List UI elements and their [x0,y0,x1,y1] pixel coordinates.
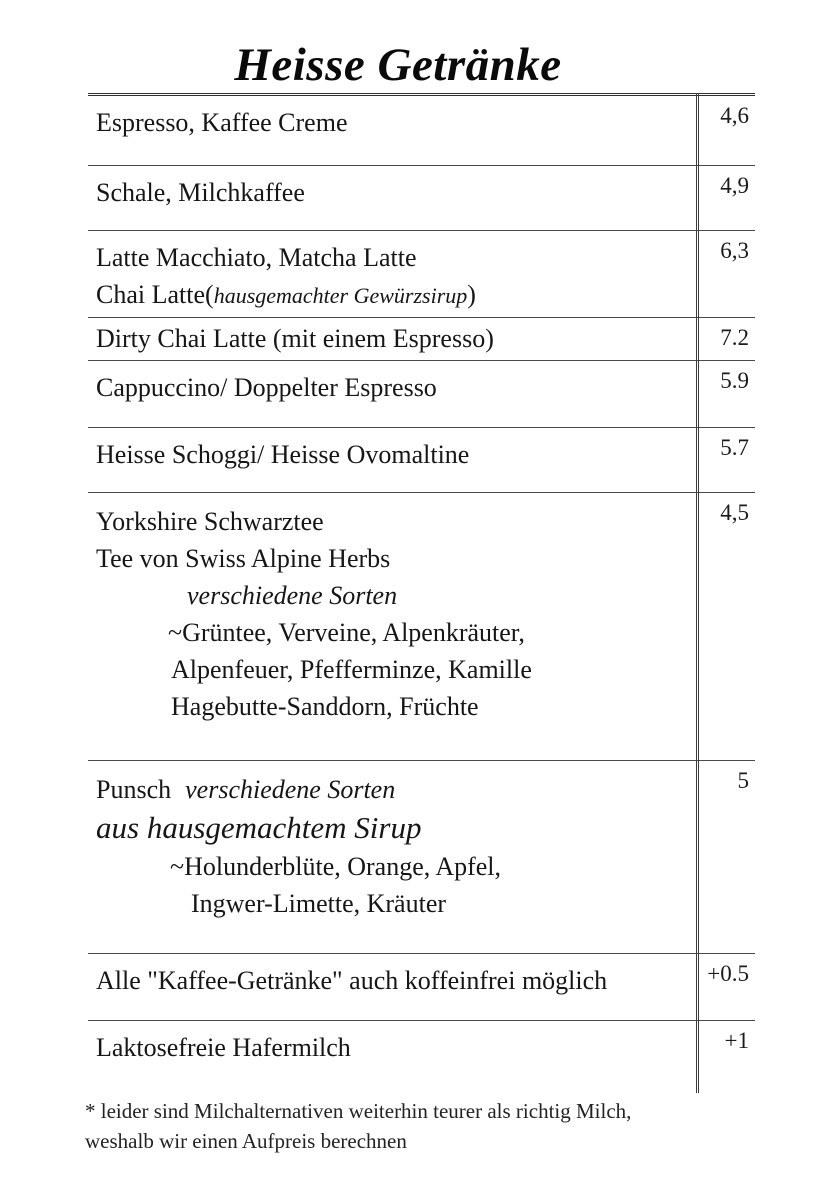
menu-item-text [88,318,697,357]
item-label: Cappuccino/ Doppelter Espresso [96,373,437,402]
price: 7.2 [720,325,749,350]
menu-table [88,93,755,1093]
item-label: Latte Macchiato, Matcha Latte [96,243,417,272]
item-subtitle: aus hausgemachtem Sirup [96,810,422,845]
price: 5.9 [720,368,749,393]
menu-item-text [88,761,697,922]
item-label: Espresso, Kaffee Creme [96,108,348,137]
menu-item-text [88,231,697,314]
menu-row-cappuccino [88,360,755,427]
item-label: Chai Latte( [96,280,214,309]
item-label: ) [467,280,476,309]
item-label: Tee von Swiss Alpine Herbs [96,544,391,573]
menu-row-espresso [88,96,755,165]
item-variant-list: Alpenfeuer, Pfefferminze, Kamille [171,655,532,684]
item-variant-list: Ingwer-Limette, Kräuter [191,889,447,918]
menu-item-text [88,1021,697,1066]
price: 4,5 [720,500,749,525]
price: 4,6 [720,103,749,128]
menu-row-schale [88,165,755,230]
menu-row-hafermilch [88,1020,755,1093]
menu-item-text [88,954,697,999]
price: 6,3 [720,238,749,263]
item-label: Dirty Chai Latte (mit einem Espresso) [96,324,494,353]
item-variant-list: ~Grüntee, Verveine, Alpenkräuter, [168,618,525,647]
item-label: Heisse Schoggi/ Heisse Ovomaltine [96,440,470,469]
item-label: Punsch [96,775,172,804]
item-variant-list: ~Holunderblüte, Orange, Apfel, [170,852,502,881]
item-variant-label: verschiedene Sorten [187,581,398,610]
price: 5 [737,768,749,793]
menu-item-text [88,166,697,211]
footnote [85,1096,685,1156]
menu-row-tee [88,492,755,760]
item-label: Alle "Kaffee-Getränke" auch koffeinfrei möglich [96,966,608,995]
menu-item-text [88,493,697,725]
page-title: Heisse Getränke [234,39,562,91]
footnote-line: weshalb wir einen Aufpreis berechnen [85,1129,407,1153]
item-label: Laktosefreie Hafermilch [96,1033,351,1062]
item-variant-label: verschiedene Sorten [185,775,396,804]
menu-item-text [88,428,697,473]
menu-row-dirty-chai [88,317,755,360]
item-label: Schale, Milchkaffee [96,178,305,207]
item-label: Yorkshire Schwarztee [96,507,324,536]
price: 4,9 [720,173,749,198]
footnote-line: * leider sind Milchalternativen weiterhin teurer als richtig Milch, [85,1099,632,1123]
item-variant-list: Hagebutte-Sanddorn, Früchte [171,692,479,721]
menu-row-latte [88,230,755,317]
price: +1 [724,1028,749,1053]
menu-item-text [88,96,697,141]
menu-item-text [88,361,697,406]
menu-row-punsch [88,760,755,953]
menu-row-koffeinfrei [88,953,755,1020]
price: +0.5 [707,961,749,986]
price: 5.7 [720,435,749,460]
item-note: hausgemachter Gewürzsirup [213,283,468,308]
menu-row-schoggi [88,427,755,492]
